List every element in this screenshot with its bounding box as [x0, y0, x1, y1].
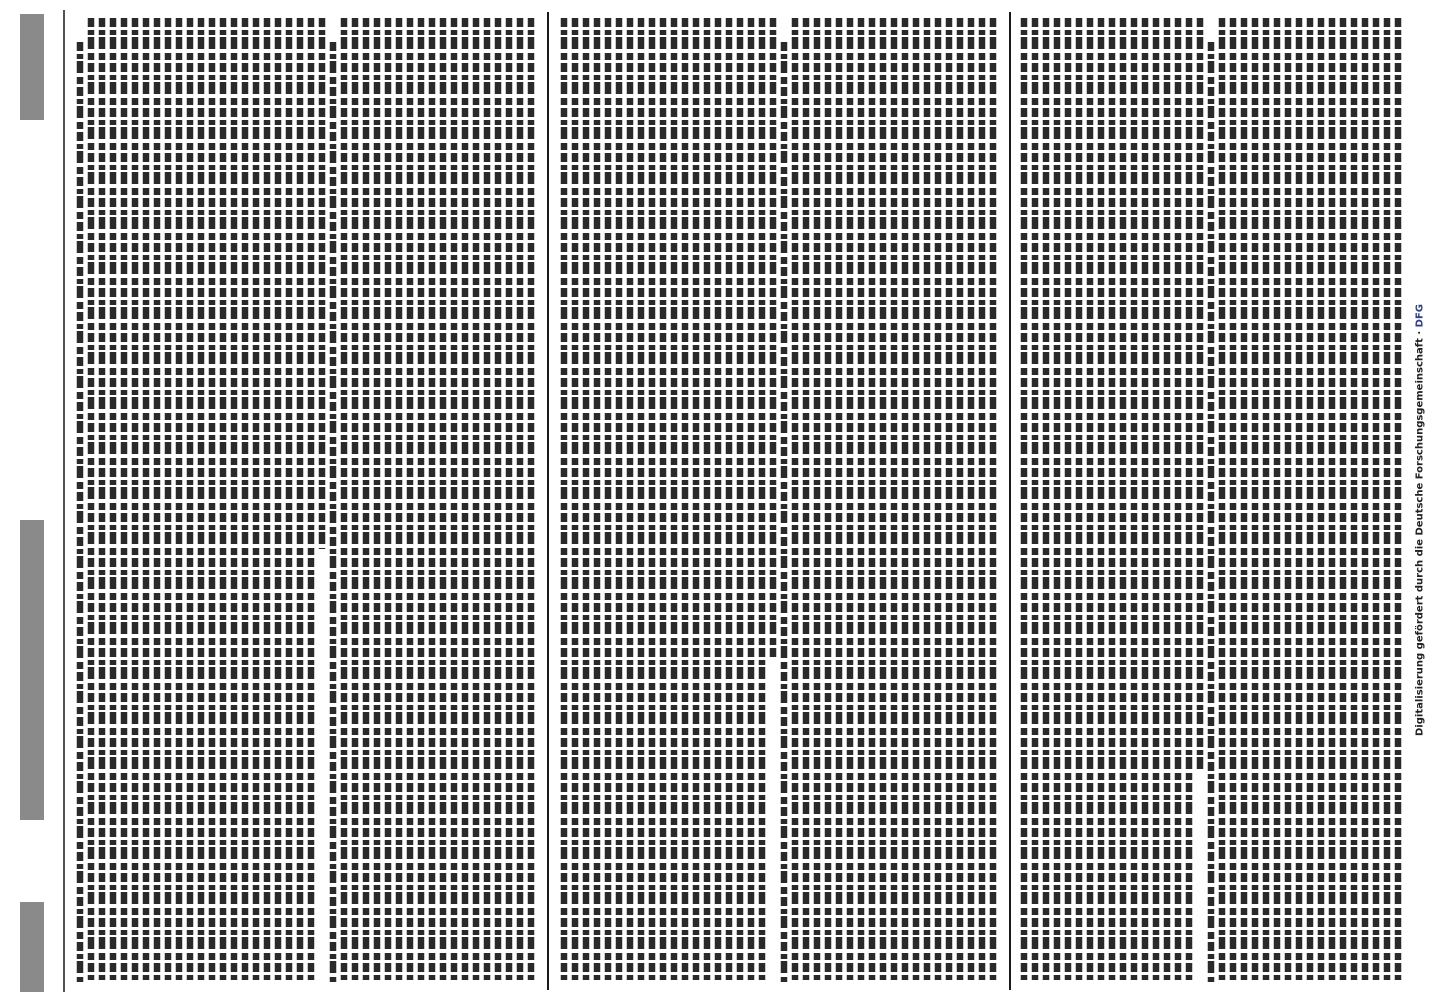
dfg-brand-text: DFG: [1414, 304, 1426, 328]
running-header-block: [20, 520, 44, 820]
dfg-watermark-text: Digitalisierung gefördert durch die Deutsche Forschungsgemeinschaft · DFG: [1414, 304, 1426, 736]
running-header-block: [20, 14, 44, 120]
running-header-block: [20, 902, 44, 992]
